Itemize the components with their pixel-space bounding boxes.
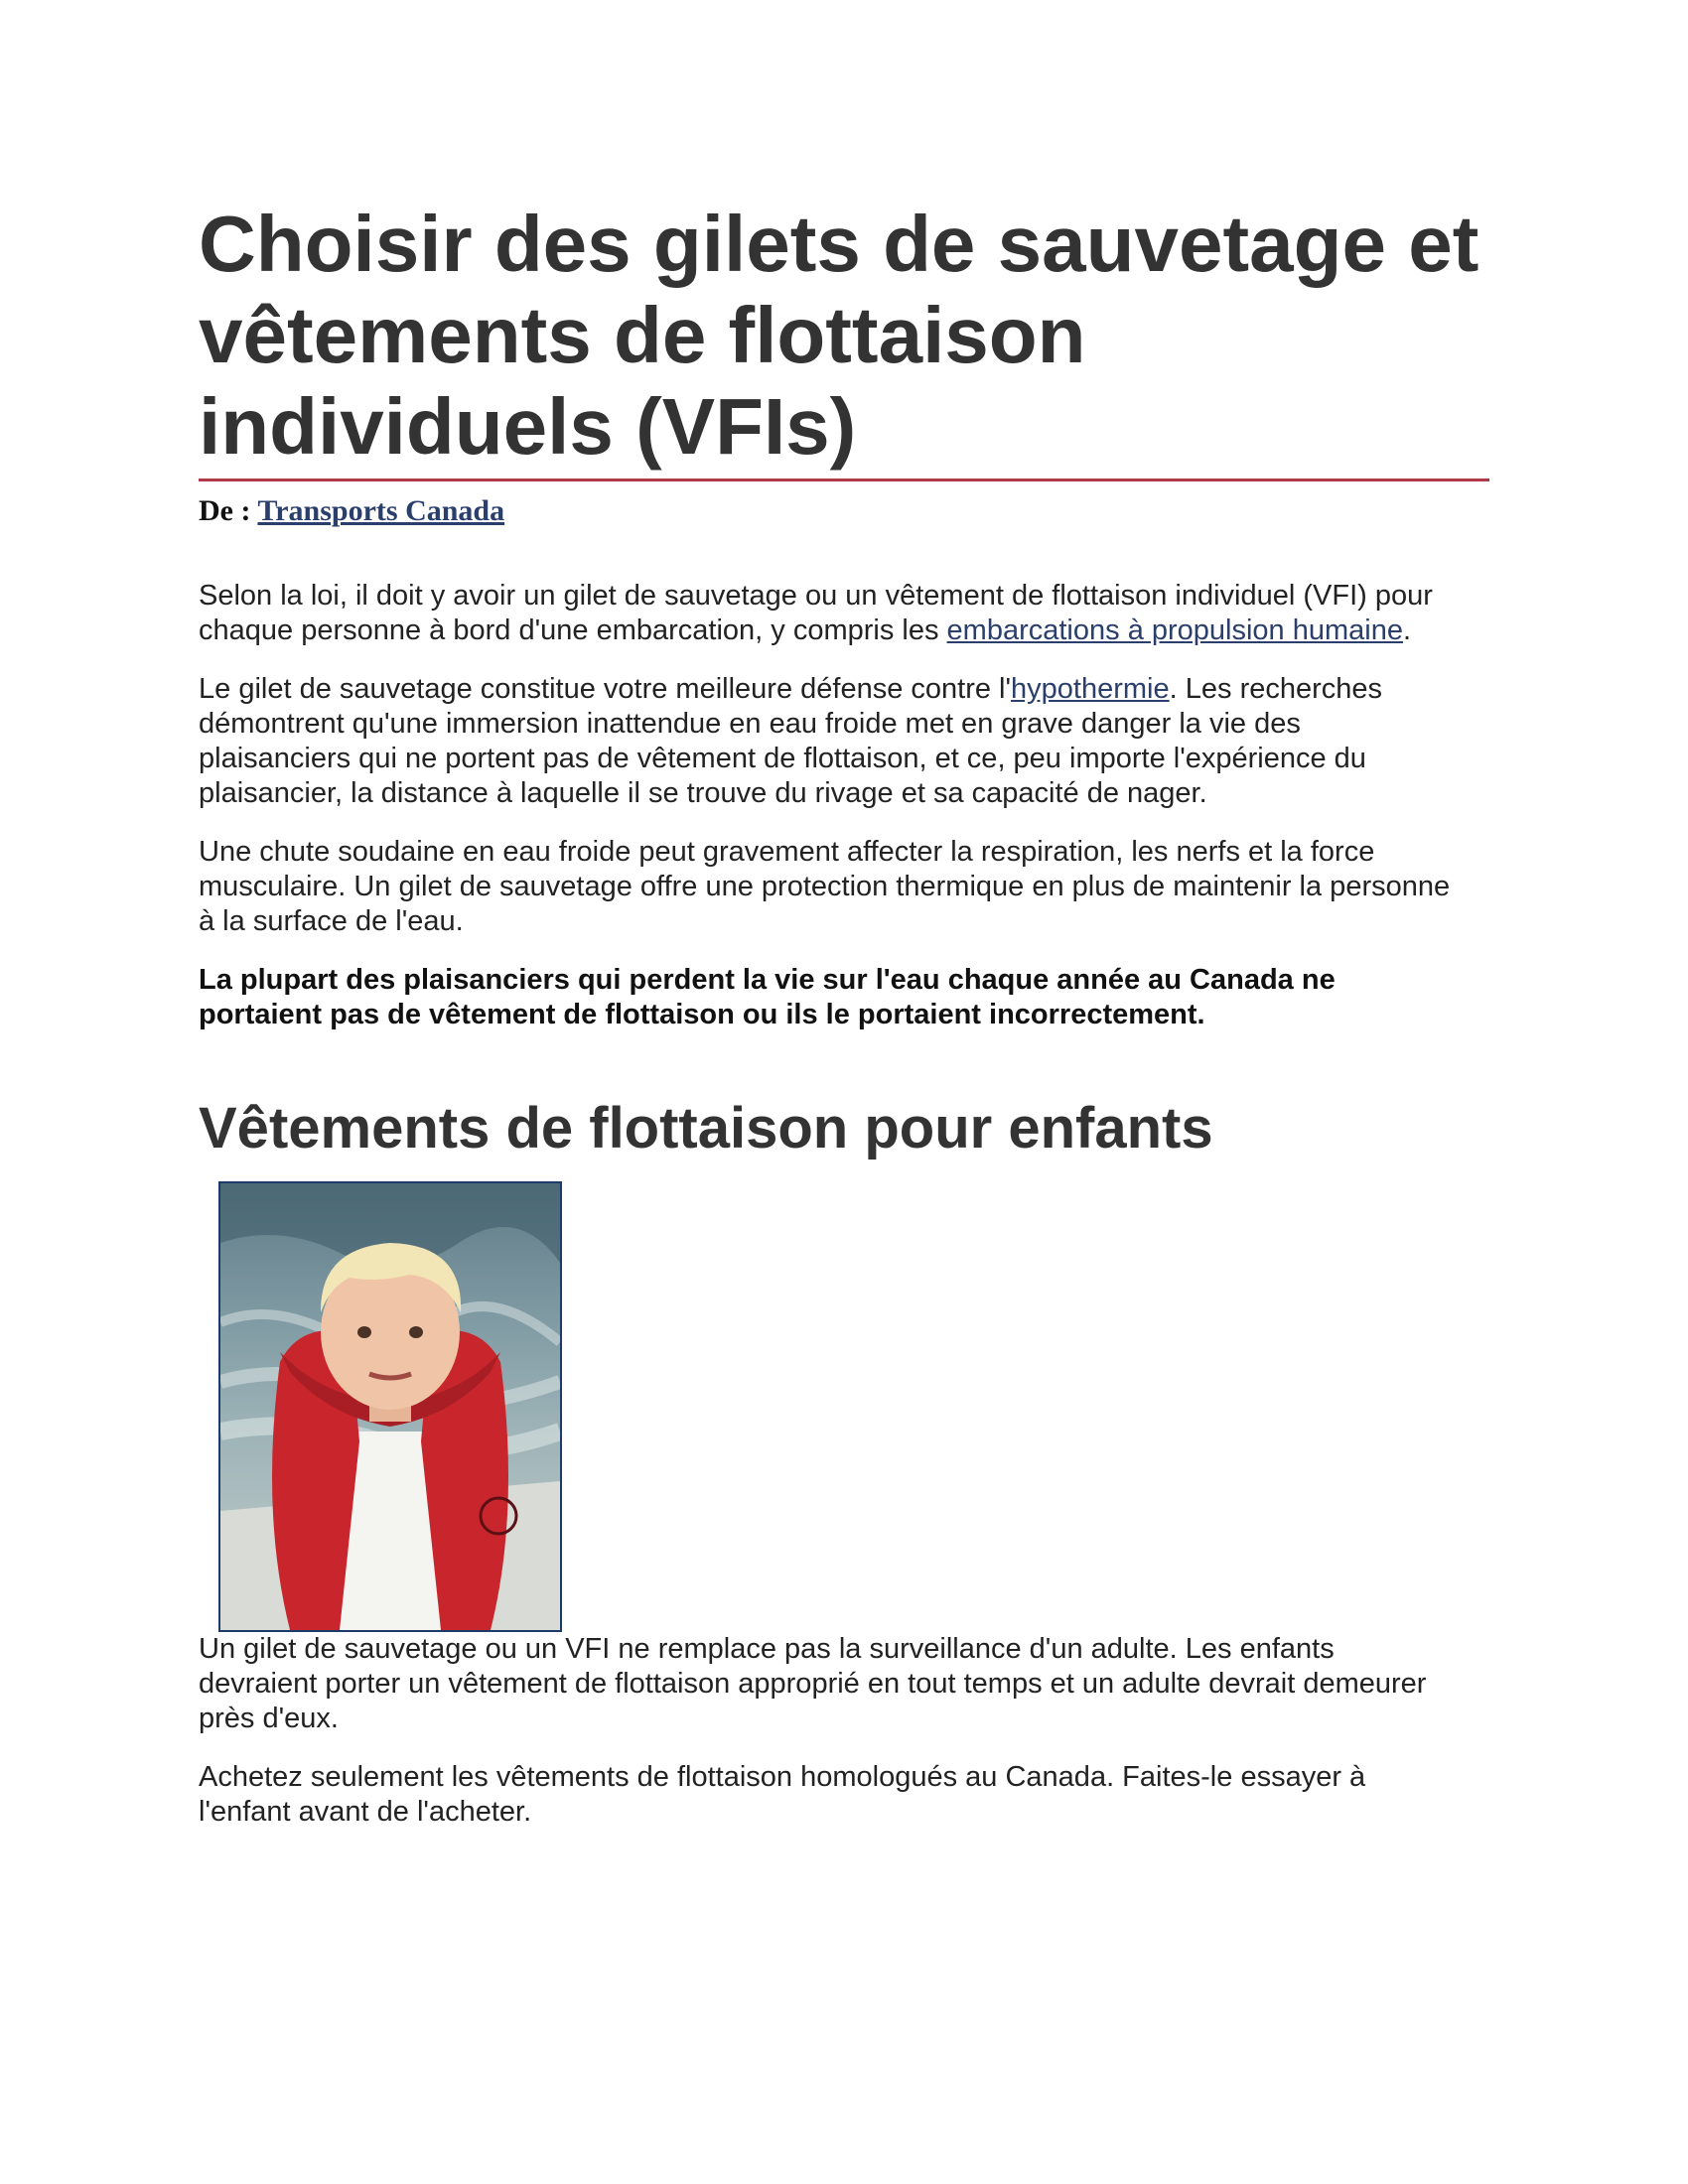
child-life-jacket-photo [218,1181,562,1632]
hypothermia-link[interactable]: hypothermie [1011,673,1170,705]
paragraph-supervision: Un gilet de sauvetage ou un VFI ne remplace pas la surveillance d'un adulte. Les enfants devraient porter un vêtement de flottaison approprié en tout temps et un adulte devrait demeurer près d'eux. [199,1633,1427,1734]
paragraph-law-text: Selon la loi, il doit y avoir un gilet de sauvetage ou un vêtement de flottaison individuel (VFI) pour chaque personne à bord d'une embarcation, y compris les [199,580,1433,646]
byline-prefix: De : [199,494,251,527]
paragraph-approved: Achetez seulement les vêtements de flottaison homologués au Canada. Faites-le essayer à l'enfant avant de l'acheter. [199,1761,1366,1828]
source-link[interactable]: Transports Canada [257,494,505,527]
page-title: Choisir des gilets de sauvetage et vêtements de flottaison individuels (VFIs) [199,200,1479,471]
title-divider [199,478,1489,481]
intro-section [199,579,1489,1032]
section-heading-children: Vêtements de flottaison pour enfants [199,1096,1213,1160]
human-powered-craft-link[interactable]: embarcations à propulsion humaine [946,614,1403,646]
paragraph-statistic: La plupart des plaisanciers qui perdent la vie sur l'eau chaque année au Canada ne portaient pas de vêtement de flottaison ou ils le portaient incorrectement. [199,964,1336,1030]
paragraph-law [199,579,1460,648]
children-section-text [199,1632,1489,1830]
paragraph-hypothermia [199,672,1460,811]
paragraph-law-end: . [1403,614,1412,646]
child-photo-illustration [220,1183,560,1630]
paragraph-cold-water: Une chute soudaine en eau froide peut gravement affecter la respiration, les nerfs et la force musculaire. Un gilet de sauvetage offre une protection thermique en plus de maintenir la personne à la surface de l'eau. [199,836,1451,937]
document-page [199,199,1489,1853]
byline [199,493,1489,529]
paragraph-hypothermia-text: Le gilet de sauvetage constitue votre meilleure défense contre l' [199,673,1012,705]
paragraph-hypothermia-end: . Les recherches démontrent qu'une immersion inattendue en eau froide met en grave danger la vie des plaisanciers qui ne portent pas de vêtement de flottaison, et ce, peu importe l'expérience du plaisancier, la distance à laquelle il se trouve du rivage et sa capacité de nager. [199,673,1383,809]
